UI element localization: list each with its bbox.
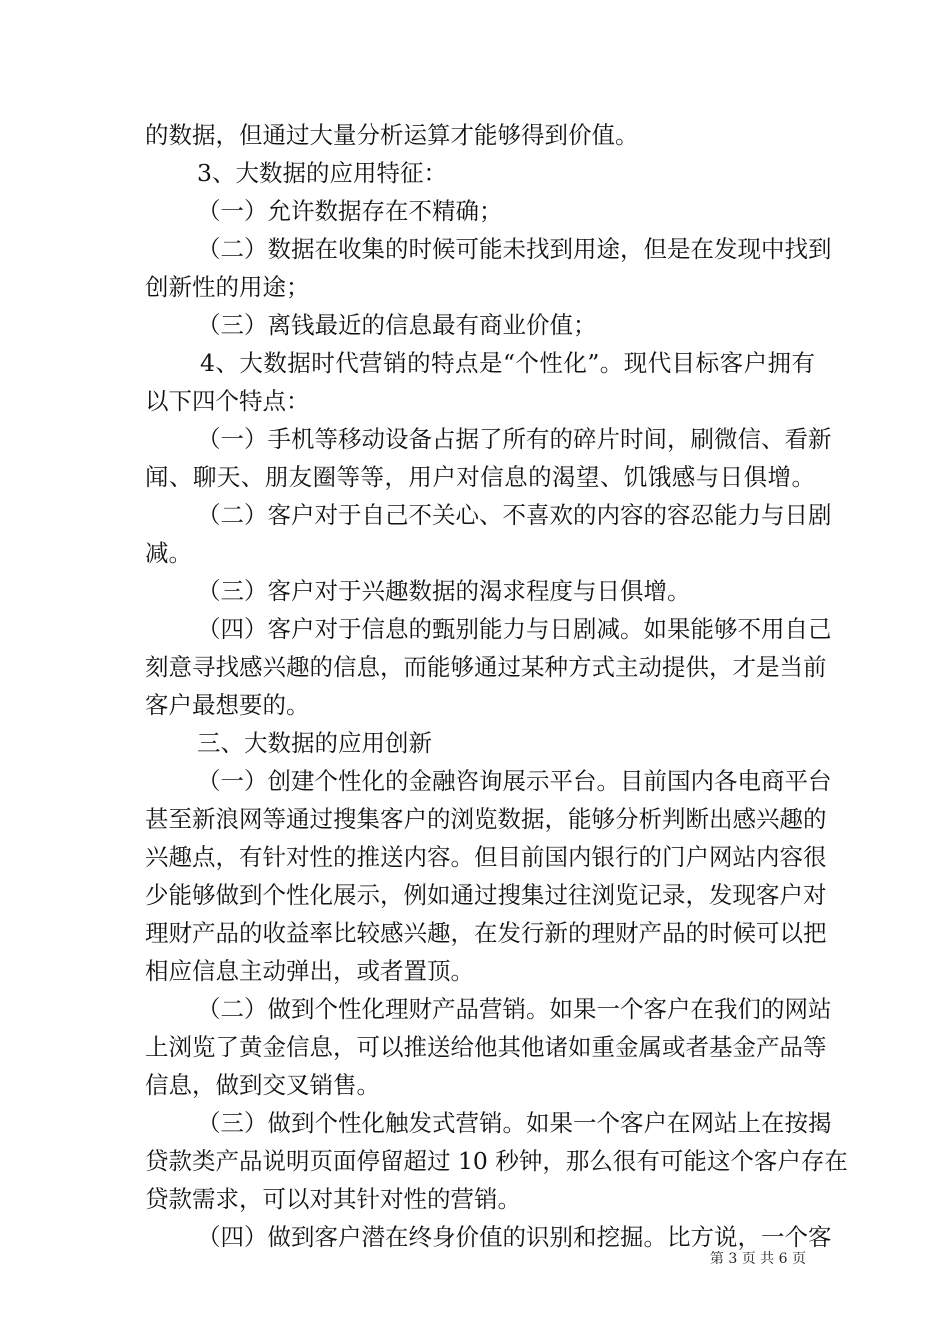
text-line: （二）做到个性化理财产品营销。如果一个客户在我们的网站 (197, 995, 832, 1023)
text-line: 的数据，但通过大量分析运算才能够得到价值。 (145, 121, 639, 149)
text-line: 以下四个特点： (145, 387, 310, 415)
text-line: 减。 (145, 539, 192, 567)
text-line: 理财产品的收益率比较感兴趣，在发行新的理财产品的时候可以把 (145, 919, 827, 947)
text-line: 甚至新浪网等通过搜集客户的浏览数据，能够分析判断出感兴趣的 (145, 805, 827, 833)
text-line: （三）离钱最近的信息最有商业价值； (197, 311, 597, 339)
text-line: 信息，做到交叉销售。 (145, 1071, 380, 1099)
text-line: （三）客户对于兴趣数据的渴求程度与日俱增。 (197, 577, 691, 605)
text-line: （一）允许数据存在不精确； (197, 197, 503, 225)
text-line: 3、大数据的应用特征： (197, 159, 447, 187)
text-line: 兴趣点，有针对性的推送内容。但目前国内银行的门户网站内容很 (145, 843, 827, 871)
text-line: （四）客户对于信息的甄别能力与日剧减。如果能够不用自己 (197, 615, 832, 643)
text-line: （一）创建个性化的金融咨询展示平台。目前国内各电商平台 (197, 767, 832, 795)
page-number: 第 3 页 共 6 页 (709, 1251, 806, 1267)
text-line: （四）做到客户潜在终身价值的识别和挖掘。比方说，一个客 (197, 1223, 832, 1251)
text-line: 贷款需求，可以对其针对性的营销。 (145, 1185, 521, 1213)
text-line: 相应信息主动弹出，或者置顶。 (145, 957, 474, 985)
text-line: 少能够做到个性化展示，例如通过搜集过往浏览记录，发现客户对 (145, 881, 827, 909)
text-line: （一）手机等移动设备占据了所有的碎片时间，刷微信、看新 (197, 425, 832, 453)
text-line: （二）客户对于自己不关心、不喜欢的内容的容忍能力与日剧 (197, 501, 832, 529)
text-line: 客户最想要的。 (145, 691, 310, 719)
text-line: 贷款类产品说明页面停留超过 10 秒钟，那么很有可能这个客户存在 (145, 1147, 848, 1175)
text-line: 创新性的用途； (145, 273, 310, 301)
text-line: 上浏览了黄金信息，可以推送给他其他诸如重金属或者基金产品等 (145, 1033, 827, 1061)
section-heading: 三、大数据的应用创新 (197, 729, 432, 757)
text-line: 闻、聊天、朋友圈等等，用户对信息的渴望、饥饿感与日俱增。 (145, 463, 815, 491)
text-line: 刻意寻找感兴趣的信息，而能够通过某种方式主动提供，才是当前 (145, 653, 827, 681)
text-line: 4、大数据时代营销的特点是“个性化”。现代目标客户拥有 (200, 349, 815, 377)
text-line: （三）做到个性化触发式营销。如果一个客户在网站上在按揭 (197, 1109, 832, 1137)
text-line: （二）数据在收集的时候可能未找到用途，但是在发现中找到 (197, 235, 832, 263)
